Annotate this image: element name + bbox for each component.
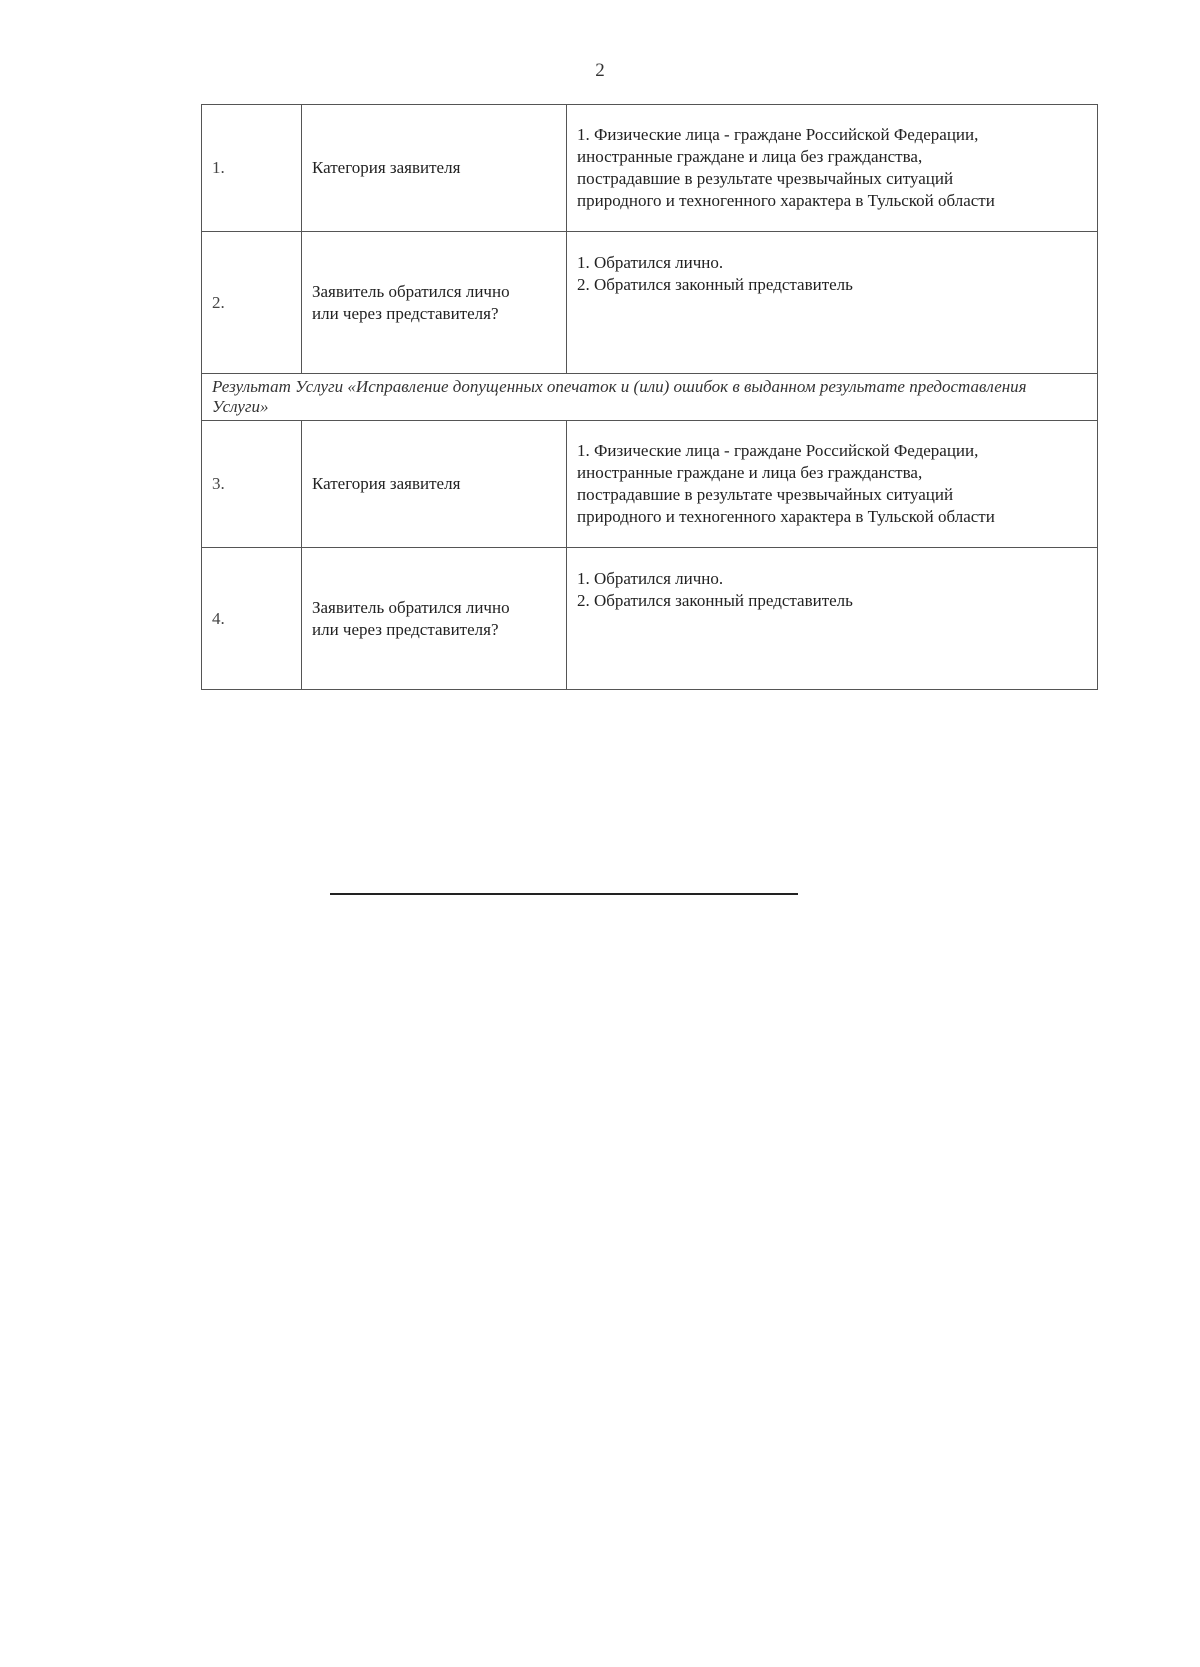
criterion-line: или через представителя? [312, 303, 499, 323]
table-row [202, 232, 1098, 374]
page-number: 2 [595, 60, 605, 81]
table-row [202, 105, 1098, 232]
criterion-line: Заявитель обратился лично [312, 597, 510, 617]
value-line: 1. Физические лица - граждане Российской Федерации, [577, 125, 979, 144]
value-line: 1. Обратился лично. [577, 253, 724, 272]
criterion-cell [302, 548, 567, 690]
value-line: природного и техногенного характера в Тульской области [577, 507, 995, 526]
value-line: пострадавшие в результате чрезвычайных ситуаций [577, 485, 954, 504]
table-row [202, 421, 1098, 548]
section-row [202, 374, 1098, 421]
values-cell [567, 105, 1098, 232]
value-line: пострадавшие в результате чрезвычайных ситуаций [577, 169, 954, 188]
divider-line [330, 893, 798, 895]
criterion-line: Заявитель обратился лично [312, 281, 510, 301]
criteria-table [201, 104, 1098, 690]
row-number: 4. [202, 548, 302, 690]
row-number: 3. [202, 421, 302, 548]
criterion-cell: Категория заявителя [302, 421, 567, 548]
criterion-cell [302, 232, 567, 374]
value-line: иностранные граждане и лица без гражданства, [577, 463, 923, 482]
values-cell [567, 232, 1098, 374]
criterion-cell: Категория заявителя [302, 105, 567, 232]
value-line: 2. Обратился законный представитель [577, 275, 853, 294]
values-cell [567, 548, 1098, 690]
row-number: 1. [202, 105, 302, 232]
value-line: 2. Обратился законный представитель [577, 591, 853, 610]
values-cell [567, 421, 1098, 548]
value-line: 1. Физические лица - граждане Российской Федерации, [577, 441, 979, 460]
value-line: 1. Обратился лично. [577, 569, 724, 588]
section-heading: Результат Услуги «Исправление допущенных опечаток и (или) ошибок в выданном результате предоставления Услуги» [202, 374, 1098, 421]
value-line: природного и техногенного характера в Тульской области [577, 191, 995, 210]
criterion-line: или через представителя? [312, 619, 499, 639]
value-line: иностранные граждане и лица без гражданства, [577, 147, 923, 166]
table-row [202, 548, 1098, 690]
row-number: 2. [202, 232, 302, 374]
